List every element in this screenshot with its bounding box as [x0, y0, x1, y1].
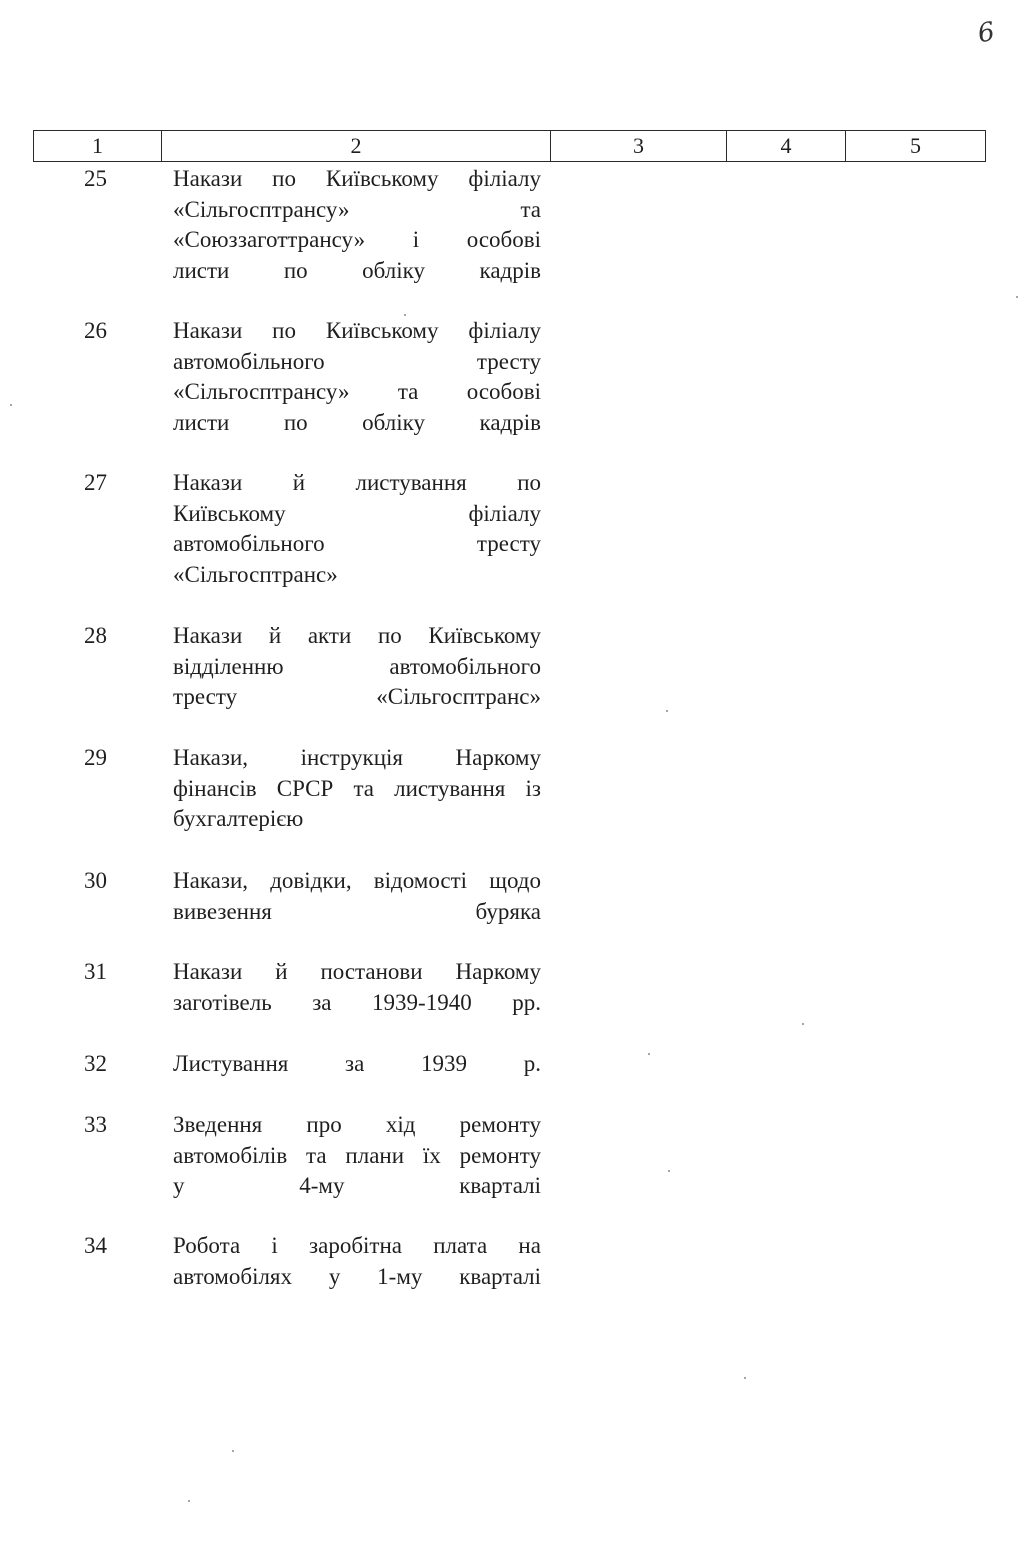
description-line — [173, 195, 541, 226]
description-line — [173, 621, 541, 652]
description-word: на — [518, 1233, 541, 1258]
entry-number: 27 — [84, 470, 107, 495]
scan-speck — [10, 404, 12, 406]
column-header-1: 1 — [34, 131, 162, 162]
description-word: у 4-му кварталі — [173, 1173, 541, 1198]
description-word: філіалу — [468, 500, 541, 526]
description-word: Накази — [173, 959, 243, 984]
entry-number: 33 — [84, 1112, 107, 1137]
column-header-table — [33, 130, 986, 162]
column-header-2: 2 — [162, 131, 551, 162]
description-word: бухгалтерією — [173, 806, 304, 831]
description-word: особові — [466, 227, 541, 252]
entry-number: 29 — [84, 745, 107, 770]
description-word: автомобільного — [389, 653, 541, 679]
description-word: вивезення буряка — [173, 898, 541, 924]
column-header-5: 5 — [846, 131, 986, 162]
entry-description — [173, 1049, 541, 1080]
description-word: та — [353, 775, 374, 801]
description-word: інструкція — [300, 745, 403, 770]
description-word: «Сільгосптрансу» — [173, 196, 350, 222]
description-line — [173, 774, 541, 805]
description-word: автомобілях у 1-му кварталі — [173, 1263, 541, 1289]
description-word: Накази, — [173, 745, 248, 770]
description-line — [173, 1262, 541, 1293]
description-word: філіалу — [468, 318, 541, 343]
scan-speck — [802, 1023, 804, 1025]
description-line — [173, 347, 541, 378]
entry-number: 26 — [84, 318, 107, 343]
description-word: та — [520, 196, 541, 222]
description-word: «Сільгосптрансу» — [173, 379, 350, 404]
description-line — [173, 988, 541, 1019]
description-word: Київському — [325, 166, 439, 191]
description-line — [173, 1171, 541, 1202]
description-word: Накази — [173, 470, 243, 495]
description-word: їх — [422, 1142, 441, 1168]
entry-description — [173, 468, 541, 590]
description-word: особові — [466, 379, 541, 404]
entry-description — [173, 621, 541, 713]
scan-speck — [404, 314, 406, 316]
description-word: та — [397, 379, 419, 404]
description-word: автомобільного — [173, 348, 325, 374]
entry-number: 25 — [84, 166, 107, 191]
description-word: акти — [307, 623, 352, 648]
description-word: Накази, — [173, 868, 248, 893]
description-line — [173, 377, 541, 408]
entry-description — [173, 1110, 541, 1202]
description-word: по — [517, 470, 541, 495]
entry-number: 30 — [84, 868, 107, 893]
description-word: фінансів — [173, 775, 257, 801]
description-word: постанови — [320, 959, 423, 984]
scan-speck — [648, 1053, 650, 1055]
description-word: автомобільного — [173, 531, 325, 556]
description-word: Наркому — [455, 959, 541, 984]
description-line — [173, 468, 541, 499]
description-line — [173, 897, 541, 928]
description-word: Київському — [428, 623, 541, 648]
description-line — [173, 804, 541, 835]
description-word: із — [525, 775, 541, 801]
description-line — [173, 1049, 541, 1080]
description-line — [173, 957, 541, 988]
description-word: Накази — [173, 318, 243, 343]
description-word: Київському — [325, 318, 439, 343]
description-word: Листування за 1939 р. — [173, 1051, 541, 1076]
description-line — [173, 164, 541, 195]
description-word: і — [412, 227, 420, 252]
scan-speck — [1016, 296, 1018, 298]
description-line — [173, 1231, 541, 1262]
description-line — [173, 560, 541, 591]
description-word: Наркому — [455, 745, 541, 770]
description-line — [173, 529, 541, 560]
entry-number: 32 — [84, 1051, 107, 1076]
scan-speck — [744, 1377, 746, 1379]
description-line — [173, 408, 541, 439]
description-line — [173, 866, 541, 897]
description-word: ремонту — [459, 1142, 541, 1168]
description-line — [173, 682, 541, 713]
column-header-row — [34, 131, 986, 162]
entry-description — [173, 1231, 541, 1292]
description-word: довідки, — [270, 868, 352, 893]
description-line — [173, 499, 541, 530]
description-word: Робота — [173, 1233, 241, 1258]
description-word: щодо — [489, 868, 541, 893]
description-word: заготівель за 1939-1940 рр. — [173, 989, 541, 1015]
scan-speck — [666, 710, 668, 712]
description-word: по — [377, 623, 402, 648]
description-word: відділенню — [173, 653, 284, 679]
description-word: СРСР — [276, 775, 334, 801]
description-word: заробітна — [309, 1233, 402, 1258]
description-word: хід — [385, 1112, 416, 1137]
description-word: листування — [355, 470, 467, 495]
description-word: про — [306, 1112, 342, 1137]
entry-number: 28 — [84, 623, 107, 648]
handwritten-page-number: 6 — [975, 16, 998, 50]
description-word: тресту — [476, 531, 541, 556]
column-header-4: 4 — [727, 131, 846, 162]
scan-speck — [668, 1170, 670, 1172]
description-word: Накази — [173, 166, 243, 191]
scan-speck — [232, 1450, 234, 1452]
description-word: плата — [433, 1233, 488, 1258]
entry-number: 31 — [84, 959, 107, 984]
description-word: автомобілів — [173, 1142, 288, 1168]
description-word: тресту «Сільгосптранс» — [173, 684, 541, 709]
description-word: Зведення — [173, 1112, 263, 1137]
description-word: по — [272, 318, 296, 343]
description-word: ремонту — [459, 1112, 541, 1137]
description-word: філіалу — [468, 166, 541, 191]
entry-description — [173, 866, 541, 927]
description-word: листи по обліку кадрів — [173, 409, 541, 435]
description-word: і — [271, 1233, 278, 1258]
description-word: відомості — [373, 868, 468, 893]
description-word: й — [275, 959, 288, 984]
description-word: Накази — [173, 623, 243, 648]
description-word: листи по обліку кадрів — [173, 257, 541, 283]
description-word: й — [268, 623, 282, 648]
description-line — [173, 225, 541, 256]
column-header-3: 3 — [551, 131, 727, 162]
description-word: й — [292, 470, 306, 495]
description-line — [173, 1110, 541, 1141]
entry-number: 34 — [84, 1233, 107, 1258]
description-word: тресту — [476, 348, 541, 374]
scan-speck — [188, 1500, 190, 1502]
description-line — [173, 743, 541, 774]
description-word: та — [306, 1142, 327, 1168]
entry-description — [173, 743, 541, 835]
description-word: листування — [394, 775, 506, 801]
entry-description — [173, 957, 541, 1018]
description-line — [173, 256, 541, 287]
description-word: плани — [345, 1142, 405, 1168]
entry-description — [173, 164, 541, 286]
description-line — [173, 316, 541, 347]
description-word: по — [272, 166, 296, 191]
description-word: Київському — [173, 500, 286, 526]
description-word: «Сільгосптранс» — [173, 561, 338, 587]
description-word: «Союззаготтрансу» — [173, 227, 366, 252]
description-line — [173, 1141, 541, 1172]
entry-description — [173, 316, 541, 438]
description-line — [173, 652, 541, 683]
